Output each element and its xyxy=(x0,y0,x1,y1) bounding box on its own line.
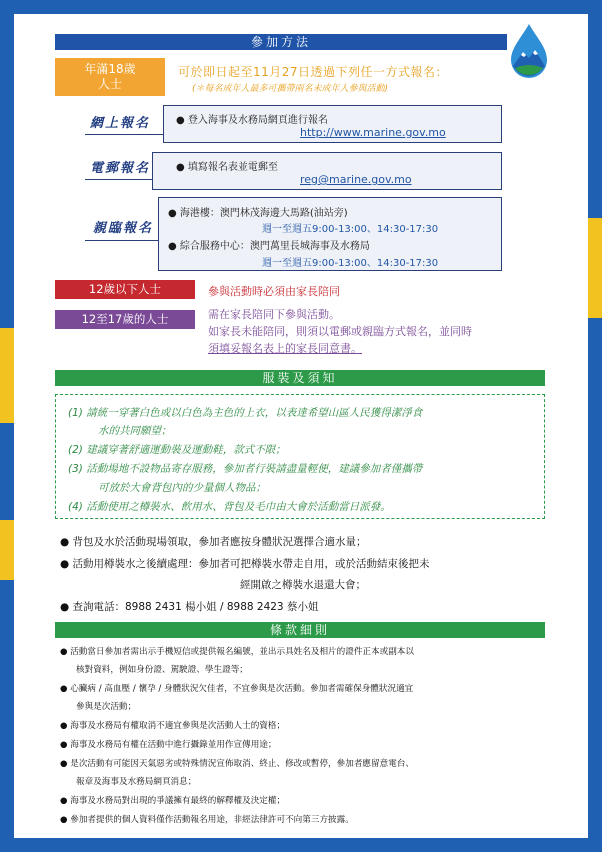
attire-item-2: (2) 建議穿著舒適運動裝及運動鞋，款式不限； xyxy=(68,444,286,456)
inperson-registration-label: 親臨報名 xyxy=(93,221,154,236)
water-drop-mountain-logo xyxy=(507,22,551,82)
term-2: ● 心臟病 / 高血壓 / 懷孕 / 身體狀況欠佳者，不宜參與是次活動。參加者需確保身體狀況適宜 xyxy=(60,684,414,694)
attire-item-3: (3) 活動場地不設物品寄存服務，參加者行裝請盡量輕便，建議參加者僅攜帶 xyxy=(68,463,423,475)
under-12-note: 參與活動時必須由家長陪同 xyxy=(208,285,340,298)
note-1: ● 背包及水於活動現場領取，參加者應按身體狀況選擇合適水量； xyxy=(60,536,367,548)
age-18-tag xyxy=(55,58,165,96)
email-instruction: ● 填寫報名表並電郵至 xyxy=(176,162,278,173)
inperson-underline xyxy=(85,240,158,241)
note-2-cont: 經開啟之樽裝水退還大會； xyxy=(240,579,366,591)
term-1: ● 活動當日參加者需出示手機短信或提供報名編號，並出示具姓名及相片的證件正本或副本以 xyxy=(60,647,414,657)
term-1-cont: 核對資料，例如身份證、駕駛證、學生證等； xyxy=(76,665,248,675)
online-registration-label: 網上報名 xyxy=(90,116,151,131)
age-18-line1: 年滿18歲 xyxy=(84,62,136,76)
term-5: ● 是次活動有可能因天氣惡劣或特殊情況宣佈取消、終止、修改或暫停，參加者應留意電台、 xyxy=(60,759,414,769)
inperson-time2: 週一至週五9:00-13:00、14:30-17:30 xyxy=(262,258,439,269)
age-12-17-tag: 12至17歲的人士 xyxy=(55,310,195,329)
inperson-item2: ● 綜合服務中心：澳門萬里長城海事及水務局 xyxy=(168,241,370,252)
term-5-cont: 報章及海事及水務局網頁消息； xyxy=(76,777,197,787)
age-12-17-line3: 須填妥報名表上的家長同意書。 xyxy=(208,342,362,355)
yellow-accent-right xyxy=(586,218,602,318)
note-phone: ● 查詢電話：8988 2431 楊小姐 / 8988 2423 蔡小姐 xyxy=(60,601,319,613)
term-7: ● 參加者提供的個人資料僅作活動報名用途，非經法律許可不向第三方披露。 xyxy=(60,815,354,825)
email-underline xyxy=(85,179,155,180)
online-instruction: ● 登入海事及水務局網頁進行報名 xyxy=(176,115,328,126)
term-3: ● 海事及水務局有權取消不適宜參與是次活動人士的資格； xyxy=(60,721,286,731)
term-6: ● 海事及水務局對出現的爭議擁有最終的解釋權及決定權； xyxy=(60,796,286,806)
email-link[interactable]: reg@marine.gov.mo xyxy=(300,173,412,186)
attire-item-1: (1) 請統一穿著白色或以白色為主色的上衣，以表達希望山區人民獲得潔淨食 xyxy=(68,407,423,419)
age-18-line2: 人士 xyxy=(97,77,122,91)
online-link[interactable]: http://www.marine.gov.mo xyxy=(300,126,446,139)
under-12-tag: 12歲以下人士 xyxy=(55,280,195,299)
attire-item-1-cont: 水的共同願望； xyxy=(98,425,172,437)
note-2: ● 活動用樽裝水之後續處理：參加者可把樽裝水帶走自用，或於活動結束後把未 xyxy=(60,558,430,570)
border-left xyxy=(0,0,14,852)
registration-period: 可於即日起至11月27日透過下列任一方式報名： xyxy=(178,65,449,79)
attire-item-3-cont: 可放於大會背包內的少量個人物品； xyxy=(98,482,266,494)
inperson-time1: 週一至週五9:00-13:00、14:30-17:30 xyxy=(262,224,439,235)
section-title-registration: 參加方法 xyxy=(55,34,507,50)
section-title-terms: 條款細則 xyxy=(55,622,545,638)
age-12-17-line1: 需在家長陪同下參與活動。 xyxy=(208,308,340,321)
term-4: ● 海事及水務局有權在活動中進行攝錄並用作宣傳用途； xyxy=(60,740,277,750)
attire-item-4: (4) 活動使用之樽裝水、飲用水、背包及毛巾由大會於活動當日派發。 xyxy=(68,501,391,513)
border-right xyxy=(588,0,602,852)
border-bottom xyxy=(0,838,602,852)
inperson-item1: ● 海港樓：澳門林茂海邊大馬路(油站旁) xyxy=(168,208,348,219)
term-2-cont: 參與是次活動； xyxy=(76,702,137,712)
section-title-attire: 服裝及須知 xyxy=(55,370,545,386)
age-12-17-line2: 如家長未能陪同，則須以電郵或親臨方式報名，並同時 xyxy=(208,325,472,338)
border-top xyxy=(0,0,602,14)
age-12-17-note xyxy=(208,306,472,357)
email-registration-label: 電郵報名 xyxy=(90,161,151,176)
registration-note: (＊每名成年人最多可攜帶兩名未成年人參與活動) xyxy=(192,84,389,94)
online-underline xyxy=(85,134,163,135)
